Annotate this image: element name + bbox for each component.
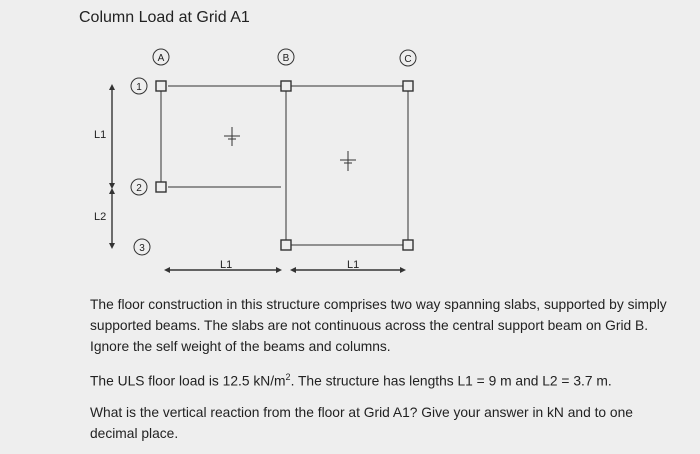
paragraph-construction: The floor construction in this structure comprises two way spanning slabs, supported by simply supported beams. The slabs are not continuous across the central support beam on Grid B. Ignore the self weight of the beams and columns. (90, 297, 667, 354)
grid-number-2: 2 (136, 183, 142, 194)
column-b3 (281, 240, 291, 250)
grid-bubble-c (400, 50, 416, 66)
columns (156, 81, 413, 250)
load-text-suffix: . The structure has lengths L1 = 9 m and L2 = 3.7 m. (290, 373, 612, 389)
paragraph-load (90, 367, 675, 392)
column-a1 (156, 81, 166, 91)
load-unit-superscript: 2 (285, 372, 291, 382)
grid-letter-a: A (157, 53, 165, 64)
grid-bubble-3 (134, 239, 150, 255)
dimension-l1-vertical (109, 84, 115, 189)
paragraph-question: What is the vertical reaction from the floor at Grid A1? Give your answer in kN and to one decimal place. (90, 404, 633, 441)
grid-letter-c: C (404, 54, 412, 65)
grid-bubble-a (153, 49, 169, 65)
load-text-prefix: The ULS floor load is 12.5 kN/m (90, 373, 286, 389)
question-text (90, 294, 675, 454)
grid-number-3: 3 (139, 243, 145, 254)
grid-number-1: 1 (136, 82, 142, 93)
grid-bubble-b (278, 49, 294, 65)
dimension-label-l1: L1 (94, 129, 107, 141)
dimension-l2-vertical (109, 188, 115, 249)
slab-centre-mark-2 (340, 151, 356, 171)
page-title: Column Load at Grid A1 (79, 9, 250, 26)
column-c1 (403, 81, 413, 91)
column-b1 (281, 81, 291, 91)
grid-bubble-1 (131, 78, 147, 94)
column-a2 (156, 182, 166, 192)
dimension-label-l1-bottom-left: L1 (220, 259, 233, 271)
beams (161, 86, 408, 245)
dimension-label-l2: L2 (94, 211, 107, 223)
dimension-label-l1-bottom-right: L1 (347, 259, 360, 271)
slab-centre-mark-1 (224, 127, 240, 146)
grid-letter-b: B (282, 53, 290, 64)
grid-bubble-2 (131, 179, 147, 195)
column-c3 (403, 240, 413, 250)
